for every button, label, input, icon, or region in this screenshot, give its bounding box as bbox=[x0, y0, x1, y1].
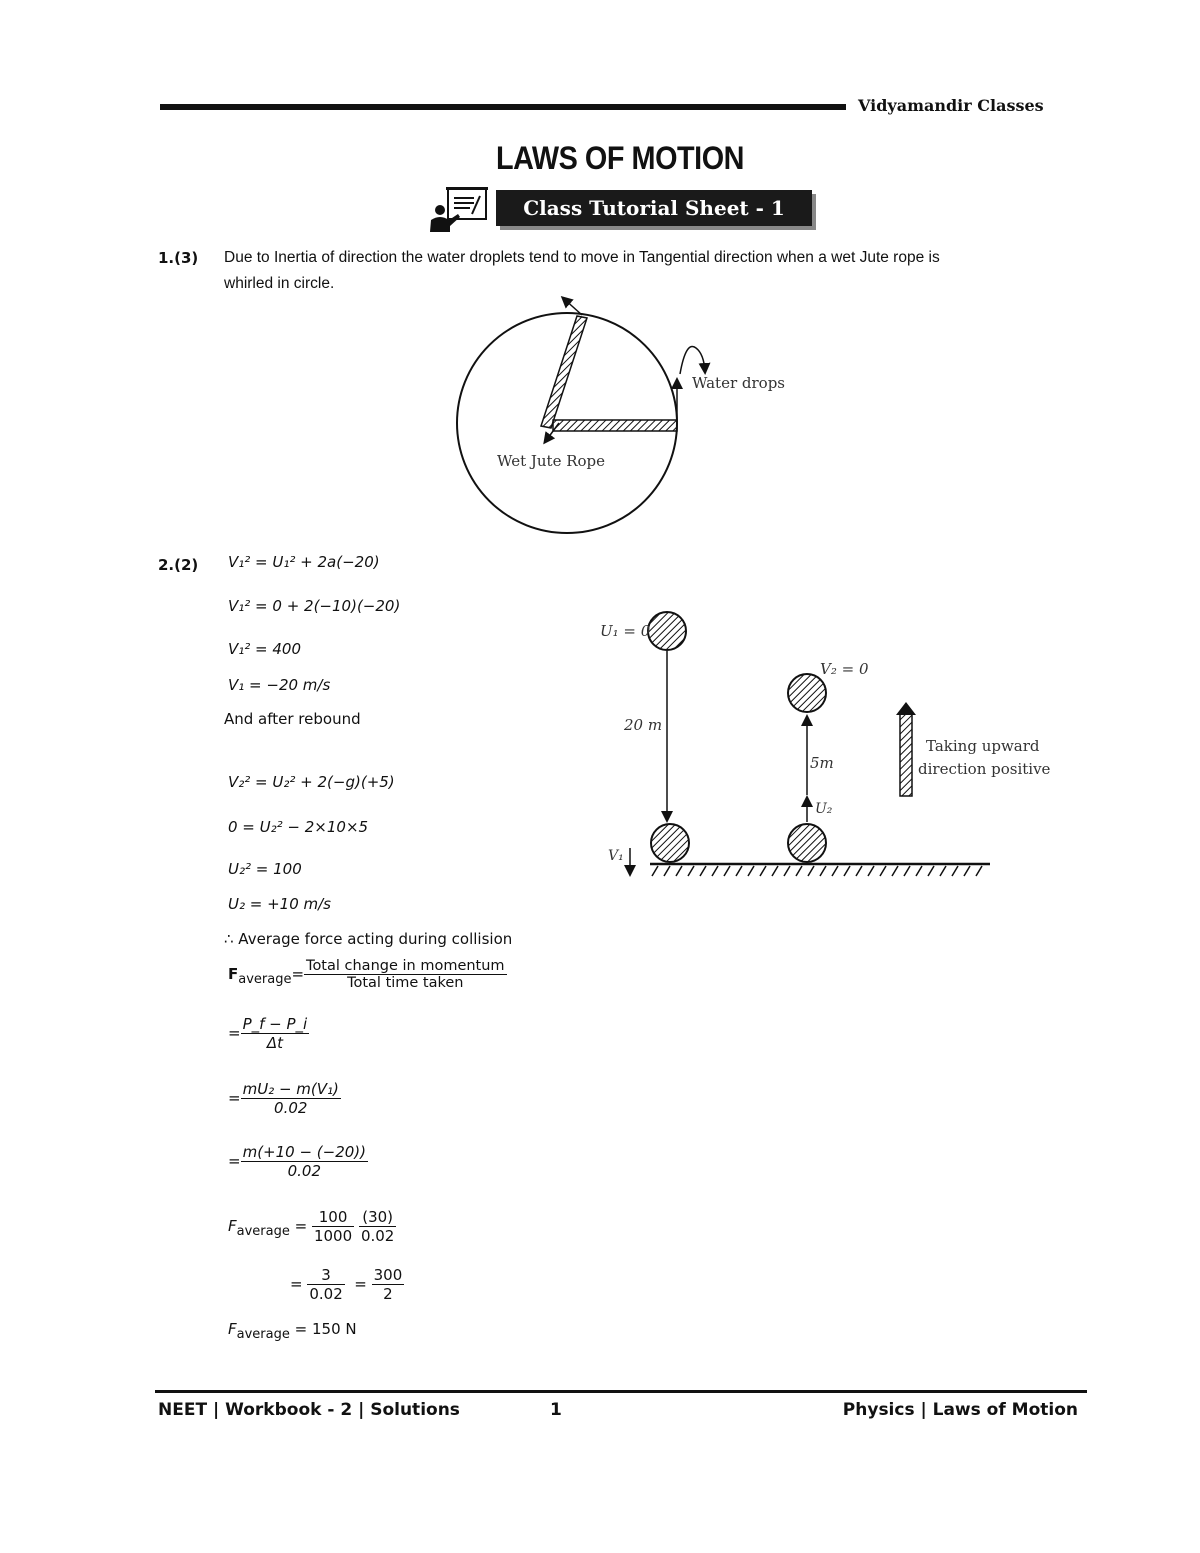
step3-denominator: 0.02 bbox=[287, 1162, 321, 1180]
height-20m-label: 20 m bbox=[624, 716, 663, 734]
q1-text-line2: whirled in circle. bbox=[224, 275, 335, 292]
height-5m-label: 5m bbox=[810, 754, 834, 772]
q2-eq1: V₁² = U₁² + 2a(−20) bbox=[228, 553, 380, 571]
bouncing-ball-figure bbox=[590, 600, 1051, 890]
q1-text-line1: Due to Inertia of direction the water droplets tend to move in Tangential direction when a wet Jute rope is bbox=[224, 249, 940, 266]
note-line2: direction positive bbox=[918, 760, 1051, 778]
step4b-numerator: (30) bbox=[359, 1208, 396, 1227]
q2-eq8: U₂ = +10 m/s bbox=[228, 895, 332, 913]
ball-ground-right bbox=[788, 824, 826, 862]
q2-eq4: V₁ = −20 m/s bbox=[228, 676, 331, 694]
water-drops-label: Water drops bbox=[692, 374, 786, 392]
q2-step3: = $\frac{m(+10 - (-20))}{0.02}$ bbox=[228, 1143, 367, 1180]
footer-left: NEET | Workbook - 2 | Solutions bbox=[158, 1400, 460, 1420]
step2-denominator: 0.02 bbox=[274, 1099, 308, 1117]
rope-segment-horizontal bbox=[553, 420, 677, 431]
ball-top-left bbox=[648, 612, 686, 650]
footer-right: Physics | Laws of Motion bbox=[842, 1400, 1078, 1420]
step5a-denominator: 0.02 bbox=[309, 1285, 343, 1303]
force-def-denominator: Total time taken bbox=[347, 975, 464, 991]
q2-eq6: 0 = U₂² − 2×10×5 bbox=[228, 818, 369, 836]
header-brand: Vidyamandir Classes bbox=[858, 96, 1044, 115]
rope-circle-figure bbox=[440, 290, 820, 550]
footer-rule bbox=[155, 1390, 1087, 1393]
v1-label: V₁ bbox=[608, 848, 624, 864]
q2-result: $F_{average} = 150$ N bbox=[228, 1320, 357, 1342]
note-line1: Taking upward bbox=[926, 737, 1040, 755]
step1-numerator: P_f − P_i bbox=[242, 1015, 308, 1033]
step4a-denominator: 1000 bbox=[313, 1227, 353, 1245]
q2-step1: = $\frac{P\_f - P\_i}{\Delta t}$ bbox=[228, 1015, 308, 1052]
q2-rebound-text: And after rebound bbox=[224, 710, 361, 728]
step4a-numerator: 100 bbox=[312, 1208, 354, 1227]
page-title: LAWS OF MOTION bbox=[495, 140, 745, 176]
step5b-denominator: 2 bbox=[383, 1285, 393, 1303]
wet-rope-label: Wet Jute Rope bbox=[497, 452, 606, 470]
u2-label: U₂ bbox=[815, 801, 833, 817]
q2-force-definition: $F_{average}=$ $\frac{\text{Total change in momentum}}{\text{Total time taken}}$ bbox=[228, 958, 505, 991]
header-rule bbox=[160, 104, 846, 110]
tutorial-sheet-badge: Class Tutorial Sheet - 1 bbox=[496, 190, 812, 226]
upward-direction-arrow bbox=[896, 702, 916, 796]
footer-page-number: 1 bbox=[550, 1400, 562, 1420]
q1-number: 1.(3) bbox=[158, 249, 199, 267]
force-def-numerator: Total change in momentum bbox=[306, 958, 505, 974]
q2-eq7: U₂² = 100 bbox=[228, 860, 302, 878]
step3-numerator: m(+10 − (−20)) bbox=[242, 1143, 367, 1161]
q2-eq3: V₁² = 400 bbox=[228, 640, 302, 658]
v2-label: V₂ = 0 bbox=[820, 660, 869, 678]
rope-segment-upright bbox=[541, 316, 587, 428]
ball-ground-left bbox=[651, 824, 689, 862]
q2-eq2: V₁² = 0 + 2(−10)(−20) bbox=[228, 597, 401, 615]
ball-top-right bbox=[788, 674, 826, 712]
ground-hatching bbox=[652, 866, 982, 876]
step4b-denominator: 0.02 bbox=[360, 1227, 395, 1245]
q2-average-force-text: ∴ Average force acting during collision bbox=[224, 930, 513, 948]
q2-step5: = $\frac{3}{0.02}$ = $\frac{300}{2}$ bbox=[290, 1266, 403, 1303]
step5a-numerator: 3 bbox=[307, 1266, 344, 1285]
q2-step2: = $\frac{\text{mU₂ − m(V₁)}}{0.02}$ bbox=[228, 1080, 339, 1117]
step1-denominator: Δt bbox=[266, 1034, 283, 1052]
q2-number: 2.(2) bbox=[158, 556, 199, 574]
q2-step4: $F_{average}$ = $\frac{100}{1000}$ $\frac{(30)}{0.02}$ bbox=[228, 1208, 395, 1245]
step2-numerator: mU₂ − m(V₁) bbox=[242, 1080, 339, 1098]
u1-label: U₁ = 0 bbox=[600, 622, 651, 640]
q2-eq5: V₂² = U₂² + 2(−g)(+5) bbox=[228, 773, 395, 791]
teacher-board-icon bbox=[428, 186, 490, 234]
step5b-numerator: 300 bbox=[373, 1266, 403, 1284]
